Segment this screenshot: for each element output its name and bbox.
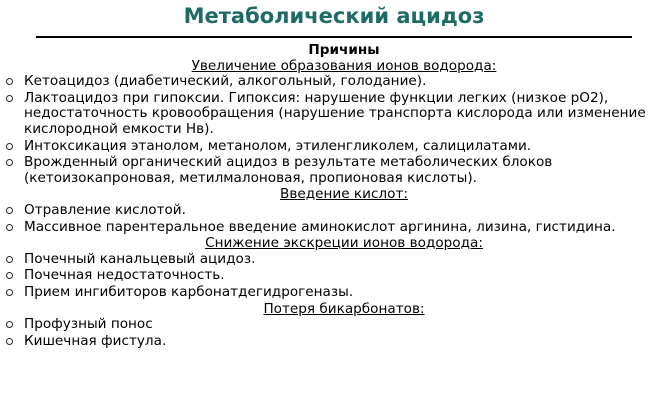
circle-bullet-icon	[6, 159, 13, 166]
list-item	[0, 155, 668, 186]
section-heading: Введение кислот:	[280, 186, 408, 203]
circle-bullet-icon	[6, 224, 13, 231]
circle-bullet-icon	[6, 321, 13, 328]
circle-bullet-icon	[6, 143, 13, 150]
list-item-text: Лактоацидоз при гипоксии. Гипоксия: нарушение функции легких (низкое рО2), недостаточность кровообращения (нарушение транспорта кислорода или изменение кислородной емкости Нв).	[24, 89, 646, 137]
title-divider	[36, 36, 632, 38]
list-item	[0, 252, 668, 268]
list-item-text: Кишечная фистула.	[24, 332, 167, 349]
list-item	[0, 220, 668, 236]
list-item-text: Почечная недостаточность.	[24, 267, 225, 284]
section-heading: Потеря бикарбонатов:	[263, 300, 425, 317]
list-item	[0, 74, 668, 90]
circle-bullet-icon	[6, 272, 13, 279]
list-item-text: Массивное парентеральное введение аминокислот аргинина, лизина, гистидина.	[24, 218, 616, 235]
circle-bullet-icon	[6, 289, 13, 296]
list-item-text: Интоксикация этанолом, метанолом, этиленгликолем, салицилатами.	[24, 137, 532, 154]
circle-bullet-icon	[6, 338, 13, 345]
circle-bullet-icon	[6, 207, 13, 214]
circle-bullet-icon	[6, 95, 13, 102]
list-item-text: Прием ингибиторов карбонатдегидрогеназы.	[24, 283, 354, 300]
section-heading-causes: Причины	[308, 42, 380, 58]
list-item-text: Кетоацидоз (диабетический, алкогольный, голодание).	[24, 73, 427, 90]
list-item-text: Профузный понос	[24, 316, 153, 333]
page-title: Метаболический ацидоз	[183, 4, 485, 28]
section-heading: Увеличение образования ионов водорода:	[191, 57, 497, 74]
section-heading: Снижение экскреции ионов водорода:	[205, 235, 483, 252]
causes-list	[0, 43, 668, 350]
circle-bullet-icon	[6, 256, 13, 263]
circle-bullet-icon	[6, 78, 13, 85]
list-item-text: Почечный канальцевый ацидоз.	[24, 250, 256, 267]
list-item	[0, 268, 668, 284]
list-item-text: Врожденный органический ацидоз в результате метаболических блоков (кетоизокапроновая, метилмалоновая, пропионовая кислоты).	[24, 154, 553, 186]
list-item	[0, 91, 668, 138]
list-item	[0, 203, 668, 219]
list-item	[0, 285, 668, 301]
list-item	[0, 139, 668, 155]
list-item	[0, 317, 668, 333]
list-item	[0, 334, 668, 350]
list-item-text: Отравление кислотой.	[24, 201, 186, 218]
